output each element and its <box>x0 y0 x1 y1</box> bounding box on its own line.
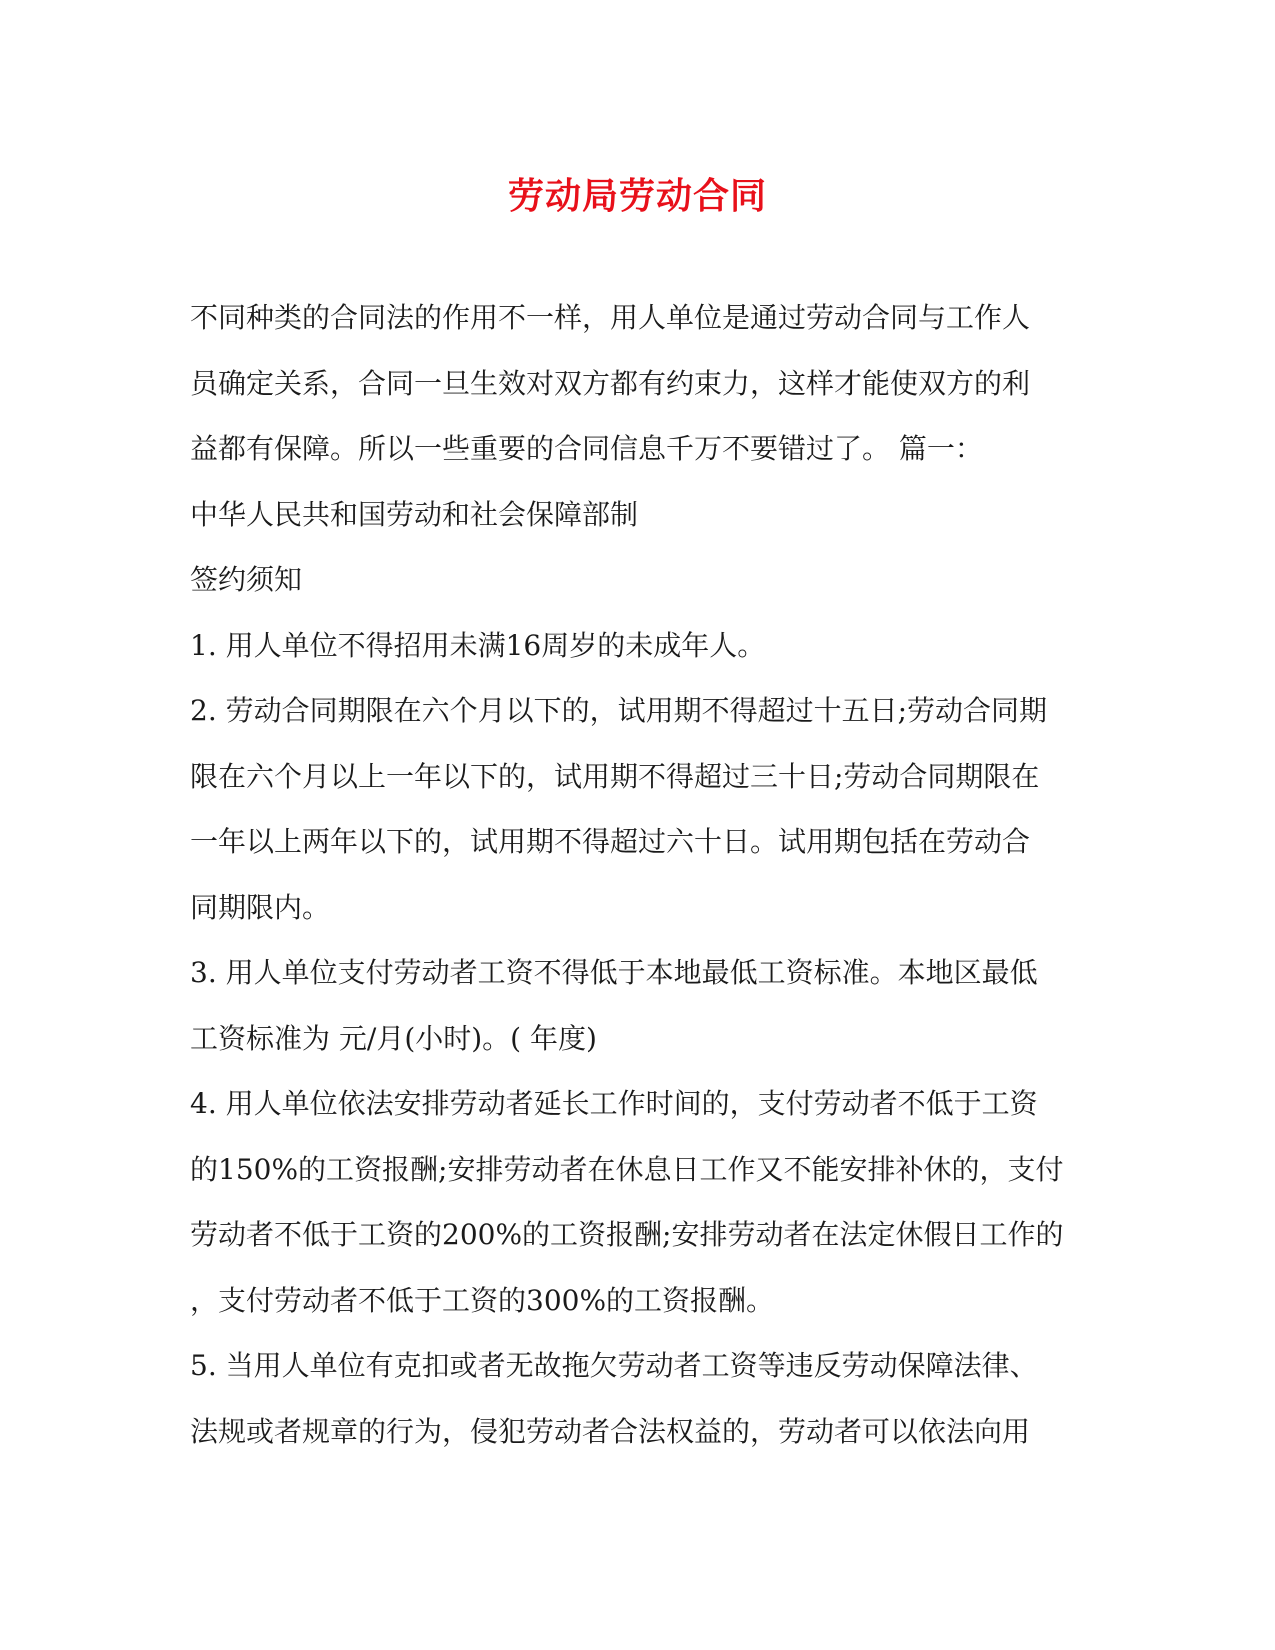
body-line: 4. 用人单位依法安排劳动者延长工作时间的，支付劳动者不低于工资 <box>190 1087 1038 1120</box>
body-line: 3. 用人单位支付劳动者工资不得低于本地最低工资标准。本地区最低 <box>190 956 1038 989</box>
body-line: 工资标准为 元/月(小时)。( 年度) <box>190 1021 597 1055</box>
body-line: 员确定关系，合同一旦生效对双方都有约束力，这样才能使双方的利 <box>190 366 1031 400</box>
document-body <box>190 285 1080 1464</box>
body-line: 5. 当用人单位有克扣或者无故拖欠劳动者工资等违反劳动保障法律、 <box>190 1349 1038 1382</box>
body-line: 签约须知 <box>190 563 303 596</box>
body-line: 不同种类的合同法的作用不一样，用人单位是通过劳动合同与工作人 <box>190 301 1031 334</box>
body-line: 一年以上两年以下的，试用期不得超过六十日。试用期包括在劳动合 <box>190 825 1031 858</box>
body-line: 1. 用人单位不得招用未满16周岁的未成年人。 <box>190 628 766 662</box>
body-line: 劳动者不低于工资的200%的工资报酬;安排劳动者在法定休假日工作的 <box>190 1218 1064 1251</box>
body-line: ，支付劳动者不低于工资的300%的工资报酬。 <box>190 1283 775 1317</box>
body-line: 的150%的工资报酬;安排劳动者在休息日工作又不能安排补休的，支付 <box>190 1152 1064 1186</box>
body-line: 限在六个月以上一年以下的，试用期不得超过三十日;劳动合同期限在 <box>190 759 1040 793</box>
body-line: 中华人民共和国劳动和社会保障部制 <box>190 497 639 531</box>
body-line: 同期限内。 <box>190 890 331 924</box>
body-line: 法规或者规章的行为，侵犯劳动者合法权益的，劳动者可以依法向用 <box>190 1414 1031 1448</box>
body-line: 益都有保障。所以一些重要的合同信息千万不要错过了。 篇一： <box>190 432 983 465</box>
body-line: 2. 劳动合同期限在六个月以下的，试用期不得超过十五日;劳动合同期 <box>190 694 1048 727</box>
document-title: 劳动局劳动合同 <box>507 175 767 217</box>
